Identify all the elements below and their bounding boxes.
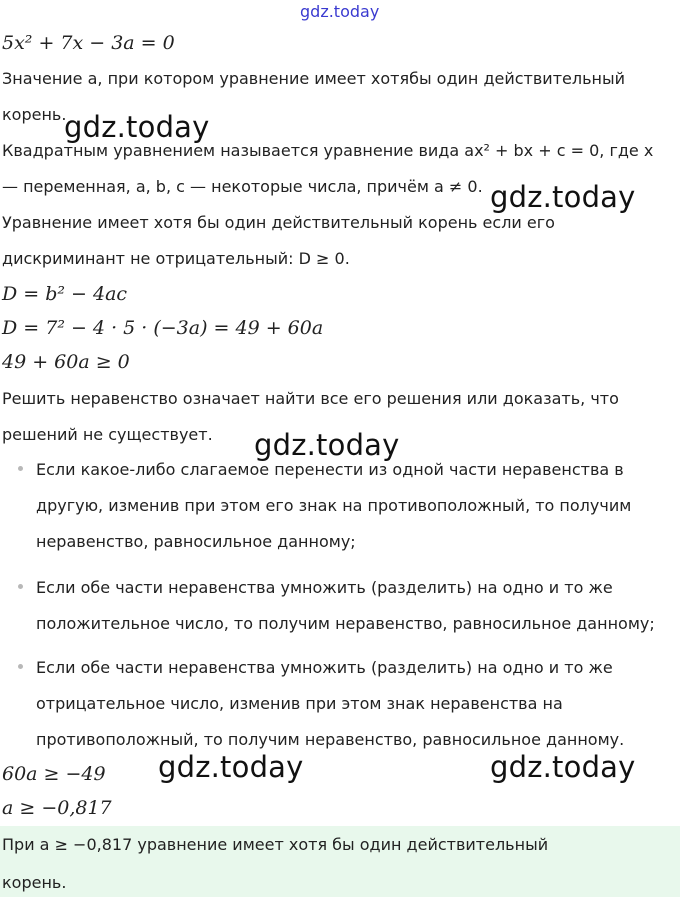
definition-line-1: Квадратным уравнением называется уравнение вида ax² + bx + c = 0, где x <box>2 141 654 160</box>
step-1: 60a ≥ −49 <box>2 763 106 785</box>
solve-note-line-2: решений не существует. <box>2 425 213 444</box>
discriminant-formula: D = b² − 4ac <box>2 283 128 305</box>
rule-3-line-3: противоположный, то получим неравенство, равносильное данному. <box>36 730 625 749</box>
answer-box <box>0 826 680 897</box>
equation: 5x² + 7x − 3a = 0 <box>2 32 175 54</box>
list-bullet <box>18 664 23 669</box>
watermark-text: gdz.today <box>490 180 636 214</box>
rule-2-line-1: Если обе части неравенства умножить (разделить) на одно и то же <box>36 578 613 597</box>
condition-line-1: Уравнение имеет хотя бы один действительный корень если его <box>2 213 555 232</box>
watermark-text: gdz.today <box>64 110 210 144</box>
discriminant-value: D = 7² − 4 · 5 · (−3a) = 49 + 60a <box>2 317 324 339</box>
rule-2-line-2: положительное число, то получим неравенство, равносильное данному; <box>36 614 655 633</box>
intro-line-1: Значение a, при котором уравнение имеет хотябы один действительный <box>2 69 626 88</box>
definition-line-2: — переменная, a, b, c — некоторые числа, причём a ≠ 0. <box>2 177 483 196</box>
watermark-text: gdz.today <box>158 750 304 784</box>
rule-3-line-2: отрицательное число, изменив при этом знак неравенства на <box>36 694 563 713</box>
answer-line-1: При a ≥ −0,817 уравнение имеет хотя бы один действительный <box>2 835 549 854</box>
discriminant-inequality: 49 + 60a ≥ 0 <box>2 351 130 373</box>
watermark-text: gdz.today <box>254 428 400 462</box>
list-bullet <box>18 584 23 589</box>
intro-line-2: корень. <box>2 105 67 124</box>
solve-note-line-1: Решить неравенство означает найти все его решения или доказать, что <box>2 389 619 408</box>
condition-line-2: дискриминант не отрицательный: D ≥ 0. <box>2 249 350 268</box>
watermark-top: gdz.today <box>300 2 380 21</box>
rule-1-line-2: другую, изменив при этом его знак на противоположный, то получим <box>36 496 632 515</box>
list-bullet <box>18 466 23 471</box>
rule-3-line-1: Если обе части неравенства умножить (разделить) на одно и то же <box>36 658 613 677</box>
answer-line-2: корень. <box>2 873 67 892</box>
step-2: a ≥ −0,817 <box>2 797 112 819</box>
watermark-text: gdz.today <box>490 750 636 784</box>
rule-1-line-1: Если какое-либо слагаемое перенести из одной части неравенства в <box>36 460 624 479</box>
rule-1-line-3: неравенство, равносильное данному; <box>36 532 356 551</box>
